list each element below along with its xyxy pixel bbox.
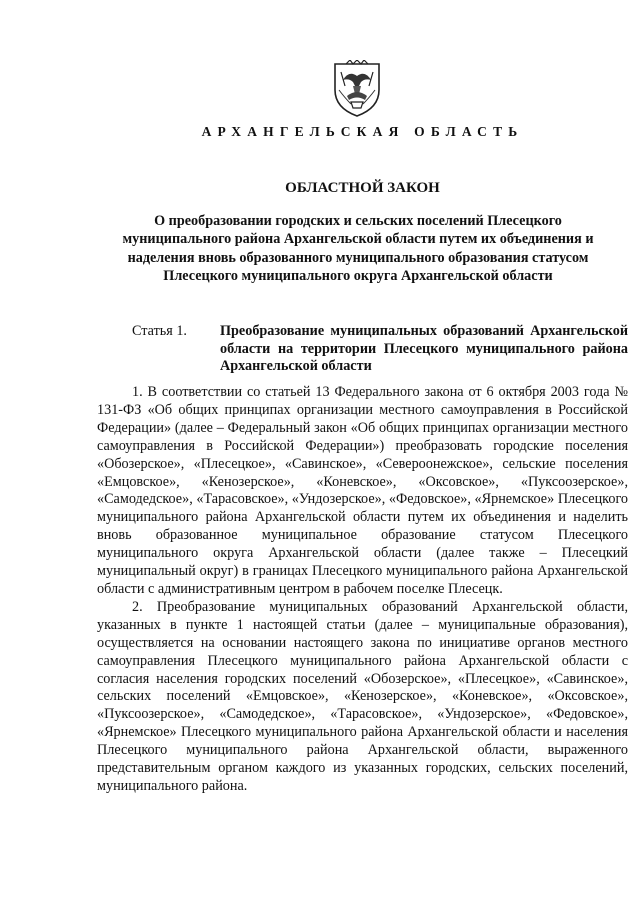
paragraph-2: 2. Преобразование муниципальных образований Архангельской области, указанных в пункте 1 настоящей статьи (далее – муниципальные образования), осуществляется на основании настоящего закона по инициативе органов местного самоуправления Плесецкого муниципального района Архангельской области с согласия населения городских поселений «Обозерское», «Плесецкое», «Савинское», сельских поселений «Емцовское», «Кенозерское», «Коневское», «Оксовское», «Пуксоозерское», «Самодедское», «Тарасовское», «Ундозерское», «Федовское», «Ярнемское» Плесецкого муниципального района Архангельской области и населения Плесецкого муниципального района Архангельской области, выраженного представительным органом каждого из указанных городских, сельских поселений, муниципального района. [97,598,628,794]
law-title: О преобразовании городских и сельских поселений Плесецкого муниципального района Архангельской области путем их объединения и наделения вновь образованного муниципального образования статусом Плесецкого муниципального округа Архангельской области [122,213,594,285]
article-number: Статья 1. [132,323,187,339]
article-body [97,384,628,796]
coat-of-arms-icon [331,60,383,118]
document-type-heading: ОБЛАСТНОЙ ЗАКОН [285,180,440,196]
paragraph-1: 1. В соответствии со статьей 13 Федерального закона от 6 октября 2003 года № 131-ФЗ «Об общих принципах организации местного самоуправления в Российской Федерации» (далее – Федеральный закон «Об общих принципах организации местного самоуправления в Российской Федерации») преобразовать городские поселения «Обозерское», «Плесецкое», «Савинское», «Североонежское», сельские поселения «Емцовское», «Кенозерское», «Коневское», «Оксовское», «Пуксоозерское», «Самодедское», «Тарасовское», «Ундозерское», «Федовское», «Ярнемское» Плесецкого муниципального района Архангельской области путем их объединения и наделить вновь образованное муниципальное образование статусом Плесецкого муниципального округа Архангельской области (далее также – Плесецкий муниципальный округ) в границах Плесецкого муниципального района Архангельской области с административным центром в рабочем поселке Плесецк. [97,384,628,597]
region-heading: АРХАНГЕЛЬСКАЯ ОБЛАСТЬ [201,124,524,139]
article-title: Преобразование муниципальных образований Архангельской области на территории Плесецкого муниципального района Архангельской области [220,323,628,374]
